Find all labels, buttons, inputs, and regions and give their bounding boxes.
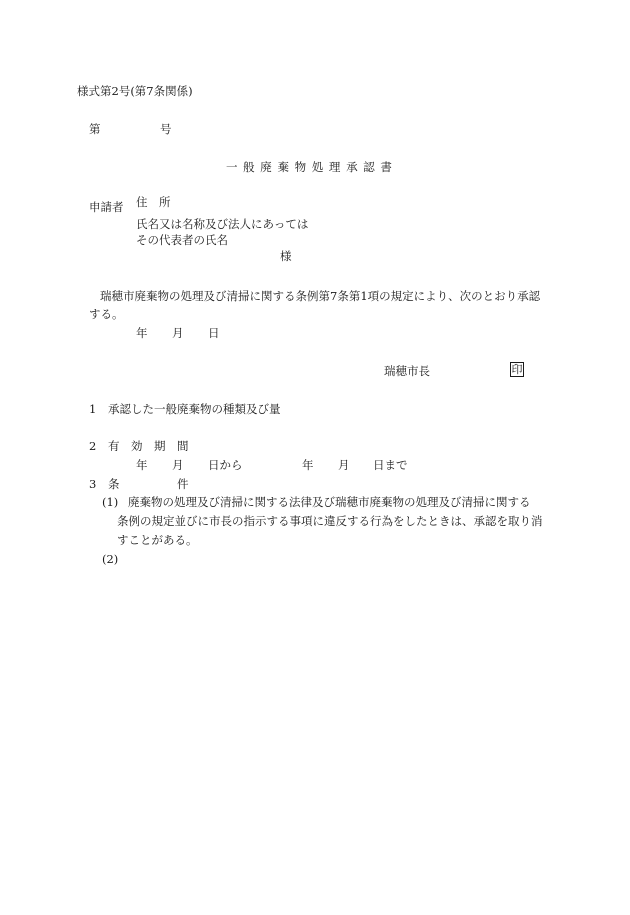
- body-text-line2: する。: [89, 307, 124, 321]
- period-from-month: 月: [172, 458, 184, 472]
- item2-number: 2: [89, 439, 97, 453]
- name-label-line1: 氏名又は名称及び法人にあっては: [136, 217, 309, 231]
- seal-mark: 印: [511, 363, 523, 376]
- doc-number-prefix: 第: [89, 122, 101, 136]
- condition1-number: (1): [102, 495, 119, 509]
- date-day: 日: [208, 326, 220, 340]
- item1-number: 1: [89, 402, 97, 416]
- period-to-year: 年: [302, 458, 314, 472]
- condition2-number: (2): [102, 552, 119, 566]
- date-month: 月: [172, 326, 184, 340]
- condition1-line2: 条例の規定並びに市長の指示する事項に違反する行為をしたときは、承認を取り消: [117, 514, 543, 528]
- condition1-line1: 廃棄物の処理及び清掃に関する法律及び瑞穂市廃棄物の処理及び清掃に関する: [128, 495, 531, 509]
- issuer-name: 瑞穂市長: [384, 364, 430, 378]
- item1-label: 承認した一般廃棄物の種類及び量: [108, 402, 281, 416]
- address-label: 住 所: [136, 195, 171, 209]
- period-from-year: 年: [136, 458, 148, 472]
- honorific: 様: [280, 249, 292, 263]
- form-label: 様式第2号(第7条関係): [77, 84, 193, 98]
- name-label-line2: その代表者の氏名: [136, 233, 228, 247]
- item3-number: 3: [89, 477, 97, 491]
- condition1-line3: すことがある。: [117, 533, 198, 547]
- applicant-label: 申請者: [89, 200, 124, 214]
- period-to-month: 月: [338, 458, 350, 472]
- doc-number-suffix: 号: [160, 122, 172, 136]
- period-to-day: 日まで: [373, 458, 408, 472]
- body-text-line1: 瑞穂市廃棄物の処理及び清掃に関する条例第7条第1項の規定により、次のとおり承認: [100, 289, 541, 303]
- item2-label: 有 効 期 間: [108, 439, 189, 453]
- document-title: 一 般 廃 棄 物 処 理 承 認 書: [226, 160, 393, 174]
- period-from-day: 日から: [208, 458, 243, 472]
- item3-label: 条 件: [108, 477, 189, 491]
- date-year: 年: [136, 326, 148, 340]
